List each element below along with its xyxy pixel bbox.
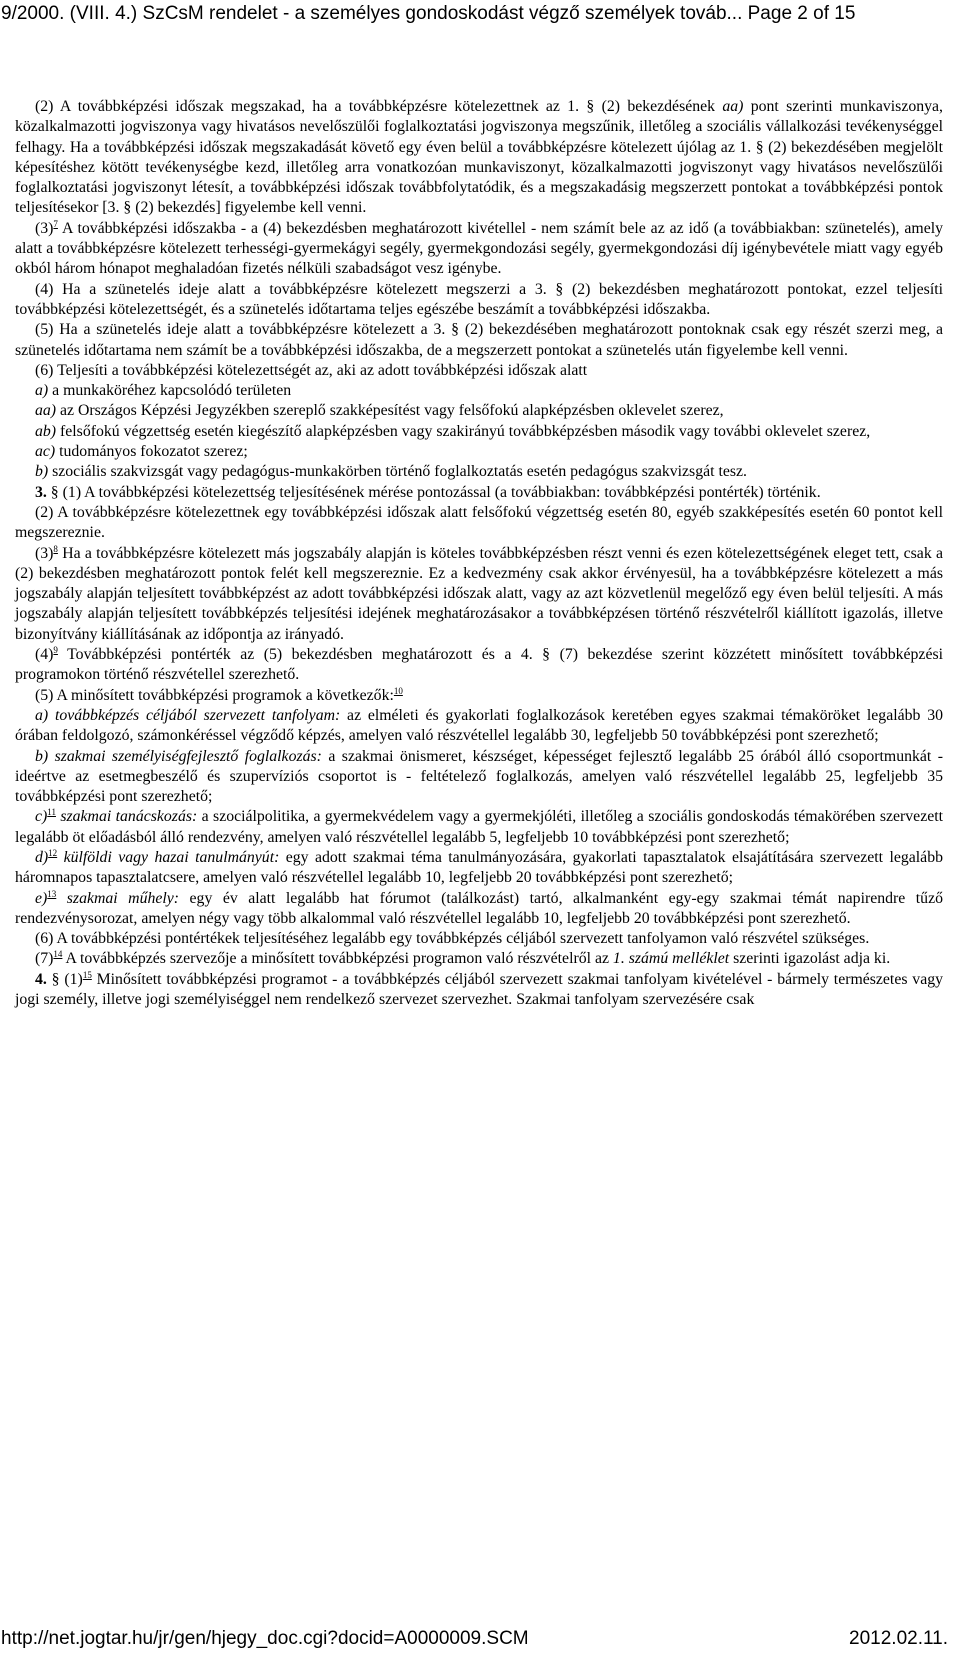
footnote-ref[interactable]: 8 — [53, 543, 58, 554]
paragraph-text: (5) Ha a szünetelés ideje alatt a továbbképzésre kötelezett a 3. § (2) bekezdésében meghatározott pontoknak csak egy részét szerzi meg, a szünetelés időtartama nem számít be a továbbképzési időszakba, de a megszerzett pontokat a szünetelés után figyelembe kell venni. — [15, 321, 943, 359]
paragraph — [15, 401, 943, 421]
footnote-ref[interactable]: 15 — [82, 969, 92, 980]
footnote-ref[interactable]: 10 — [393, 685, 403, 696]
paragraph — [15, 97, 943, 219]
paragraph-text: egy év alatt legalább hat fórumot (találkozást) tartó, alkalmanként egy-egy szakmai témát napirendre tűző rendezvénysorozat, amelyen négy vagy több alkalommal való részvétellel legalább 10, legfeljebb 20 továbbképzési pont szerezhető. — [15, 889, 943, 927]
paragraph-text: egy adott szakmai téma tanulmányozására, gyakorlati tapasztalatok elsajátítására szervezett legalább háromnapos tapasztalatcsere, amelyen való részvétellel legalább 10, legfeljebb 20 továbbképzési pont szerezhető; — [15, 848, 943, 887]
italic-text: szakmai műhely: — [56, 889, 180, 907]
paragraph — [15, 280, 943, 321]
italic-text: szakmai tanácskozás: — [55, 808, 198, 826]
paragraph — [15, 544, 943, 645]
paragraph — [15, 503, 943, 544]
paragraph-text: (5) A minősített továbbképzési programok a következők: — [35, 686, 394, 704]
paragraph-text: § (1) A továbbképzési kötelezettség teljesítésének mérése pontozással (a továbbiakban: továbbképzési pontérték) történik. — [46, 483, 821, 501]
paragraph — [15, 422, 943, 442]
paragraph — [15, 320, 943, 361]
paragraph — [15, 929, 943, 949]
footnote-ref[interactable]: 13 — [47, 888, 57, 899]
italic-text: 1. számú melléklet — [612, 950, 730, 968]
paragraph-text: a szakmai önismeret, készséget, képességet fejlesztő legalább 25 órából álló csoportmunkát - ideértve az esetmegbeszélő és szupervíziós csoportot is - feltételező foglalkozás, amelyen való részvétellel legalább 25, legfeljebb 35 továbbképzési pont szerezhető; — [15, 747, 943, 806]
italic-text: ab) — [35, 422, 57, 440]
paragraph-text: (3) — [35, 219, 54, 237]
paragraph-text: (6) A továbbképzési pontértékek teljesítéséhez legalább egy továbbképzés céljából szervezett tanfolyamon való részvétel szükséges. — [35, 930, 870, 948]
paragraph-text: szerinti igazolást adja ki. — [729, 950, 891, 968]
paragraph-text: Ha a továbbképzésre kötelezett más jogszabály alapján is köteles továbbképzésben részt venni és ezen kötelezettségének eleget tett, csak a (2) bekezdésben meghatározott pontok felét kell megszereznie. Ez a kedvezmény csak akkor érvényesül, ha a továbbképzésre kötelezett a más jogszabály alapján teljesített továbbképzést az adott továbbképzési időszak alatt, vagy az azt közvetlenül megelőző egy éven belül teljesíti. A más jogszabály alapján teljesített továbbképzés teljesítési idejének meghatározásakor a továbbképzésen történő részvételről kiállított igazolás, illetve bizonyítvány kiállításának az időpontja az irányadó. — [15, 544, 943, 643]
paragraph-text: szociális szakvizsgát vagy pedagógus-munkakörben történő foglalkoztatás esetén pedagógus szakvizsgát tesz. — [48, 463, 747, 481]
footnote-ref[interactable]: 11 — [47, 807, 56, 818]
paragraph — [15, 970, 943, 1011]
italic-text: e) — [35, 889, 48, 907]
paragraph-text: tudományos fokozatot szerez; — [55, 443, 248, 461]
page-header-title: 9/2000. (VIII. 4.) SzCsM rendelet - a személyes gondoskodást végző személyek továb... Page 2 of 15 — [1, 3, 856, 24]
paragraph-text: A továbbképzés szervezője a minősített továbbképzési programon való részvételről az — [62, 950, 613, 968]
paragraph — [15, 848, 943, 889]
italic-text: külföldi vagy hazai tanulmányút: — [57, 848, 280, 866]
paragraph-text: az Országos Képzési Jegyzékben szereplő szakképesítést vagy felsőfokú alapképzésben oklevelet szerez, — [56, 402, 724, 420]
paragraph-text: felsőfokú végzettség esetén kiegészítő alapképzésben vagy szakirányú továbbképzésben második vagy további oklevelet szerez, — [56, 422, 871, 440]
paragraph-text: (6) Teljesíti a továbbképzési kötelezettségét az, aki az adott továbbképzési időszak alatt — [35, 361, 588, 379]
footnote-ref[interactable]: 7 — [53, 218, 58, 229]
section-number: 3. — [35, 483, 47, 501]
paragraph-text: § (1) — [46, 970, 83, 988]
italic-text: ac) — [35, 443, 56, 461]
paragraph-text: A továbbképzési időszakba - a (4) bekezdésben meghatározott kivétellel - nem számít bele az az idő (a továbbiakban: szünetelés), amely alatt a továbbképzésre kötelezett terhességi-gyermekágyi segély, gyermekgondozási segély, gyermekgondozási díj igénybevétele miatt vagy egyéb okból három hónapot meghaladóan fizetés nélküli szabadságot vesz igénybe. — [15, 219, 943, 278]
footnote-ref[interactable]: 14 — [53, 949, 63, 960]
paragraph-text: (3) — [35, 544, 54, 562]
paragraph-text: pont szerinti munkaviszonya, közalkalmazotti jogviszonya vagy hivatásos nevelőszülői foglalkoztatási jogviszonya megszűnik, illetőleg a szociális vállalkozási tevékenységgel felhagy. Ha a továbbképzési időszak megszakadását követő egy éven belül a továbbképzésre kötelezett újólag az 1. § (2) bekezdésében megjelölt képesítéshez kötött tevékenységbe kezd, illetőleg arra vonatkozóan munkaviszonyt, közalkalmazotti jogviszonyt vagy hivatásos nevelőszülői foglalkoztatási jogviszonyt létesít, a továbbképzési időszak továbbfolytatódik, és a megszakadásig megszerzett pontokat a továbbképzési pontok teljesítésekor [3. § (2) bekezdés] figyelembe kell venni. — [15, 98, 943, 217]
paragraph — [15, 889, 943, 930]
footnote-ref[interactable]: 9 — [53, 645, 58, 656]
paragraph-text: az elméleti és gyakorlati foglalkozások keretében egyes szakmai témaköröket legalább 30 órában feldolgozó, számonkéréssel végződő képzés, amelyen való részvétellel legalább 30, legfeljebb 50 továbbképzési pont szerezhető; — [15, 706, 943, 745]
paragraph-text: Továbbképzési pontérték az (5) bekezdésben meghatározott és a 4. § (7) bekezdése szerint közzétett minősített továbbképzési programokon történő részvétellel szerezhető. — [15, 646, 943, 684]
italic-text: c) — [35, 808, 48, 826]
paragraph-text: a szociálpolitika, a gyermekvédelem vagy a gyermekjóléti, illetőleg a szociális gondoskodás témakörében szervezett legalább öt előadásból álló rendezvény, amelyen való részvétellel legalább 5, legfeljebb 10 továbbképzési pont szerezhető; — [15, 808, 943, 846]
italic-text: aa) — [722, 98, 744, 115]
paragraph — [15, 686, 943, 706]
paragraph — [15, 462, 943, 482]
italic-text: aa) — [35, 402, 57, 420]
paragraph — [15, 706, 943, 747]
paragraph — [15, 645, 943, 686]
paragraph — [15, 381, 943, 401]
paragraph — [15, 361, 943, 381]
italic-text: a) továbbképzés céljából szervezett tanfolyam: — [35, 706, 341, 724]
paragraph — [15, 442, 943, 462]
paragraph — [15, 807, 943, 848]
italic-text: a) — [35, 382, 49, 400]
italic-text: d) — [35, 848, 49, 866]
paragraph — [15, 747, 943, 808]
paragraph — [15, 949, 943, 969]
paragraph-text: (7) — [35, 950, 54, 968]
document-body — [15, 97, 943, 1010]
footer-date: 2012.02.11. — [849, 1628, 948, 1649]
paragraph-text: a munkaköréhez kapcsolódó területen — [48, 382, 292, 400]
paragraph-text: (4) Ha a szünetelés ideje alatt a továbbképzésre kötelezett megszerzi a 3. § (2) bekezdésben meghatározott pontokat, ezzel teljesíti továbbképzési kötelezettségét, és a szünetelés időtartama teljes egészébe beszámít a továbbképzési időszakba. — [15, 280, 943, 318]
footer-url[interactable]: http://net.jogtar.hu/jr/gen/hjegy_doc.cgi?docid=A0000009.SCM — [1, 1628, 529, 1649]
section-number: 4. — [35, 970, 47, 988]
italic-text: b) szakmai személyiségfejlesztő foglalkozás: — [35, 747, 322, 765]
paragraph-text: (2) A továbbképzésre kötelezettnek egy továbbképzési időszak alatt felsőfokú végzettség esetén 80, egyéb szakképesítés esetén 60 pontot kell megszereznie. — [15, 503, 943, 542]
footnote-ref[interactable]: 12 — [48, 847, 58, 858]
italic-text: b) — [35, 463, 49, 481]
paragraph — [15, 483, 943, 503]
paragraph-text: Minősített továbbképzési programot - a továbbképzés céljából szervezett szakmai tanfolyam kivételével - bármely természetes vagy jogi személy, illetve jogi személyiséggel nem rendelkező szervezet szervezhet. Szakmai tanfolyam szervezésére csak — [15, 970, 944, 1009]
paragraph — [15, 219, 943, 280]
paragraph-text: (4) — [35, 646, 54, 664]
paragraph-text: (2) A továbbképzési időszak megszakad, ha a továbbképzésre kötelezettnek az 1. § (2) bekezdésének — [35, 98, 723, 115]
